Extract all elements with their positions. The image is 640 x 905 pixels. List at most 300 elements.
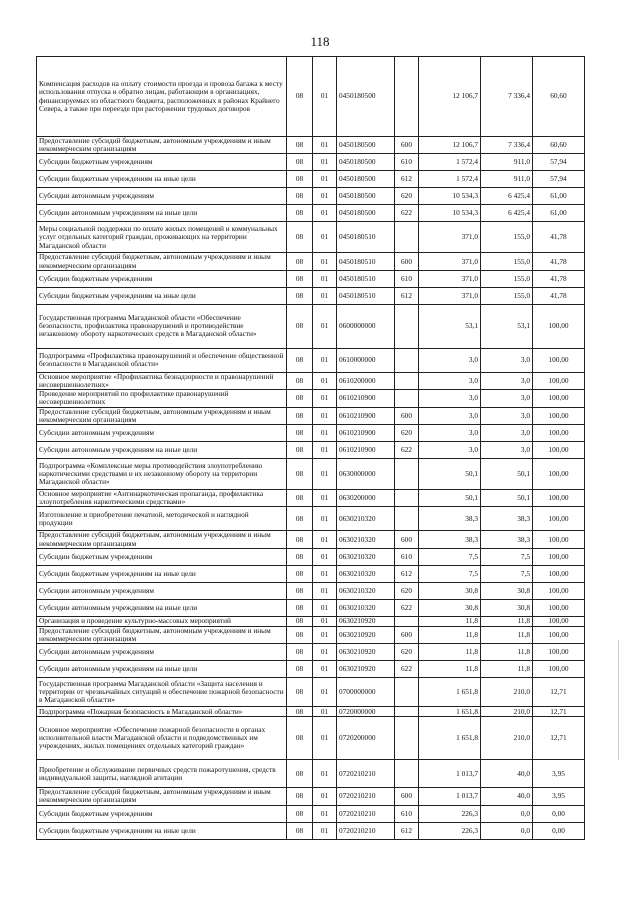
row-percent-executed: 41,78 (533, 270, 585, 287)
row-name: Субсидии бюджетным учреждениям на иные цели (37, 287, 287, 304)
row-subsection: 01 (313, 788, 337, 805)
row-expense-type: 610 (395, 548, 419, 565)
row-section: 08 (287, 171, 313, 188)
row-section: 08 (287, 788, 313, 805)
row-expense-type (395, 390, 419, 407)
table-row (37, 582, 585, 599)
row-section: 08 (287, 425, 313, 442)
row-expense-type (395, 760, 419, 788)
row-target-code: 0610210900 (337, 390, 395, 407)
row-planned-amount: 371,0 (419, 270, 481, 287)
row-planned-amount: 38,3 (419, 507, 481, 531)
table-row (37, 348, 585, 372)
row-section: 08 (287, 57, 313, 137)
table-row (37, 490, 585, 507)
row-target-code: 0720210210 (337, 822, 395, 839)
row-percent-executed: 60,60 (533, 57, 585, 137)
row-percent-executed: 100,00 (533, 407, 585, 424)
row-actual-amount: 30,8 (481, 599, 533, 616)
row-name: Предоставление субсидий бюджетным, автономным учреждениям и иным некоммерческим организациям (37, 407, 287, 424)
row-subsection: 01 (313, 644, 337, 661)
row-section: 08 (287, 582, 313, 599)
row-percent-executed: 41,78 (533, 222, 585, 253)
row-actual-amount: 40,0 (481, 760, 533, 788)
row-target-code: 0630200000 (337, 490, 395, 507)
row-target-code: 0630210920 (337, 661, 395, 678)
row-expense-type (395, 348, 419, 372)
row-percent-executed: 100,00 (533, 507, 585, 531)
row-percent-executed: 12,71 (533, 678, 585, 707)
scan-edge-mark (618, 640, 619, 760)
row-name: Организация и проведение культурно-массовых мероприятий (37, 616, 287, 626)
row-percent-executed: 57,94 (533, 154, 585, 171)
row-subsection: 01 (313, 154, 337, 171)
table-row (37, 760, 585, 788)
row-actual-amount: 11,8 (481, 616, 533, 626)
row-section: 08 (287, 154, 313, 171)
row-section: 08 (287, 459, 313, 490)
row-expense-type: 600 (395, 253, 419, 270)
row-name: Субсидии бюджетным учреждениям (37, 805, 287, 822)
row-percent-executed: 100,00 (533, 531, 585, 548)
row-expense-type (395, 707, 419, 717)
row-target-code: 0720200000 (337, 717, 395, 760)
row-section: 08 (287, 407, 313, 424)
row-planned-amount: 3,0 (419, 442, 481, 459)
row-actual-amount: 30,8 (481, 582, 533, 599)
row-name: Субсидии автономным учреждениям на иные цели (37, 661, 287, 678)
row-subsection: 01 (313, 707, 337, 717)
table-row (37, 616, 585, 626)
row-section: 08 (287, 805, 313, 822)
row-percent-executed: 41,78 (533, 253, 585, 270)
row-planned-amount: 10 534,3 (419, 188, 481, 205)
row-subsection: 01 (313, 304, 337, 348)
row-name: Проведение мероприятий по профилактике правонарушений несовершеннолетних (37, 390, 287, 407)
row-percent-executed: 60,60 (533, 137, 585, 154)
row-name: Субсидии бюджетным учреждениям (37, 548, 287, 565)
row-subsection: 01 (313, 616, 337, 626)
table-row (37, 548, 585, 565)
row-subsection: 01 (313, 425, 337, 442)
row-target-code: 0610210900 (337, 425, 395, 442)
table-row (37, 188, 585, 205)
table-row (37, 459, 585, 490)
row-actual-amount: 7 336,4 (481, 137, 533, 154)
row-name: Субсидии автономным учреждениям (37, 188, 287, 205)
row-actual-amount: 0,0 (481, 805, 533, 822)
row-subsection: 01 (313, 459, 337, 490)
row-subsection: 01 (313, 171, 337, 188)
row-actual-amount: 6 425,4 (481, 205, 533, 222)
row-subsection: 01 (313, 760, 337, 788)
table-row (37, 407, 585, 424)
row-percent-executed: 100,00 (533, 616, 585, 626)
row-expense-type: 612 (395, 171, 419, 188)
row-expense-type: 620 (395, 582, 419, 599)
row-section: 08 (287, 661, 313, 678)
row-percent-executed: 100,00 (533, 548, 585, 565)
row-target-code: 0630210920 (337, 626, 395, 643)
row-name: Основное мероприятие «Обеспечение пожарной безопасности в органах исполнительной власти Магаданской области и подведомственных им учреждениях, жилых помещениях отдельных категорий граждан» (37, 717, 287, 760)
row-name: Компенсация расходов на оплату стоимости проезда и провоза багажа к месту использования отпуска и обратно лицам, работающим в организациях, финансируемых из областного бюджета, расположенных в районах Крайнего Севера, а также при переезде при расторжении трудовых договоров (37, 57, 287, 137)
row-name: Приобретение и обслуживание первичных средств пожаротушения, средств индивидуальной защиты, наглядной агитации (37, 760, 287, 788)
row-name: Подпрограмма «Пожарная безопасность в Магаданской области» (37, 707, 287, 717)
row-subsection: 01 (313, 442, 337, 459)
row-section: 08 (287, 616, 313, 626)
row-target-code: 0630210320 (337, 599, 395, 616)
row-planned-amount: 11,8 (419, 616, 481, 626)
table-row (37, 707, 585, 717)
table-row (37, 678, 585, 707)
row-name: Субсидии автономным учреждениям на иные цели (37, 599, 287, 616)
row-section: 08 (287, 822, 313, 839)
row-section: 08 (287, 137, 313, 154)
table-row (37, 425, 585, 442)
row-percent-executed: 100,00 (533, 348, 585, 372)
row-actual-amount: 3,0 (481, 348, 533, 372)
row-name: Подпрограмма «Комплексные меры противодействия злоупотреблению наркотическими средствами и их незаконному обороту на территории Магаданской области» (37, 459, 287, 490)
row-section: 08 (287, 548, 313, 565)
row-section: 08 (287, 270, 313, 287)
row-percent-executed: 100,00 (533, 442, 585, 459)
row-target-code: 0450180500 (337, 188, 395, 205)
table-row (37, 626, 585, 643)
row-planned-amount: 50,1 (419, 490, 481, 507)
row-actual-amount: 11,8 (481, 626, 533, 643)
budget-table (36, 56, 585, 840)
row-subsection: 01 (313, 137, 337, 154)
table-row (37, 171, 585, 188)
row-section: 08 (287, 507, 313, 531)
row-section: 08 (287, 717, 313, 760)
row-planned-amount: 1 651,8 (419, 717, 481, 760)
row-expense-type: 612 (395, 565, 419, 582)
row-actual-amount: 3,0 (481, 425, 533, 442)
row-percent-executed: 61,00 (533, 205, 585, 222)
row-target-code: 0450180510 (337, 253, 395, 270)
row-planned-amount: 7,5 (419, 548, 481, 565)
row-name: Субсидии автономным учреждениям (37, 425, 287, 442)
row-expense-type: 620 (395, 188, 419, 205)
row-section: 08 (287, 599, 313, 616)
row-subsection: 01 (313, 490, 337, 507)
table-row (37, 442, 585, 459)
row-percent-executed: 57,94 (533, 171, 585, 188)
row-subsection: 01 (313, 582, 337, 599)
table-row (37, 304, 585, 348)
row-percent-executed: 100,00 (533, 644, 585, 661)
row-subsection: 01 (313, 188, 337, 205)
row-subsection: 01 (313, 565, 337, 582)
row-expense-type: 620 (395, 644, 419, 661)
row-planned-amount: 11,8 (419, 626, 481, 643)
row-target-code: 0720210210 (337, 788, 395, 805)
row-actual-amount: 38,3 (481, 507, 533, 531)
row-name: Предоставление субсидий бюджетным, автономным учреждениям и иным некоммерческим организациям (37, 626, 287, 643)
row-section: 08 (287, 304, 313, 348)
row-actual-amount: 155,0 (481, 222, 533, 253)
table-row (37, 599, 585, 616)
row-section: 08 (287, 287, 313, 304)
row-target-code: 0630210920 (337, 616, 395, 626)
row-target-code: 0450180510 (337, 222, 395, 253)
row-percent-executed: 12,71 (533, 717, 585, 760)
row-subsection: 01 (313, 348, 337, 372)
row-subsection: 01 (313, 548, 337, 565)
page-number: 118 (310, 34, 330, 49)
row-target-code: 0630000000 (337, 459, 395, 490)
row-subsection: 01 (313, 822, 337, 839)
row-expense-type (395, 459, 419, 490)
table-row (37, 661, 585, 678)
row-expense-type (395, 678, 419, 707)
row-target-code: 0630210320 (337, 531, 395, 548)
row-actual-amount: 911,0 (481, 171, 533, 188)
row-percent-executed: 100,00 (533, 459, 585, 490)
row-percent-executed: 100,00 (533, 425, 585, 442)
row-name: Субсидии автономным учреждениям (37, 582, 287, 599)
row-section: 08 (287, 626, 313, 643)
row-target-code: 0450180500 (337, 205, 395, 222)
row-target-code: 0450180500 (337, 57, 395, 137)
row-planned-amount: 226,3 (419, 805, 481, 822)
row-target-code: 0720000000 (337, 707, 395, 717)
row-subsection: 01 (313, 599, 337, 616)
row-section: 08 (287, 205, 313, 222)
row-name: Субсидии автономным учреждениям (37, 644, 287, 661)
row-section: 08 (287, 678, 313, 707)
row-actual-amount: 210,0 (481, 707, 533, 717)
row-percent-executed: 100,00 (533, 626, 585, 643)
row-planned-amount: 1 651,8 (419, 678, 481, 707)
row-target-code: 0610210900 (337, 407, 395, 424)
row-name: Предоставление субсидий бюджетным, автономным учреждениям и иным некоммерческим организациям (37, 137, 287, 154)
row-expense-type (395, 304, 419, 348)
row-percent-executed: 100,00 (533, 565, 585, 582)
row-expense-type: 622 (395, 442, 419, 459)
row-percent-executed: 100,00 (533, 390, 585, 407)
table-row (37, 205, 585, 222)
row-subsection: 01 (313, 805, 337, 822)
row-planned-amount: 3,0 (419, 372, 481, 389)
row-actual-amount: 50,1 (481, 490, 533, 507)
row-expense-type (395, 222, 419, 253)
row-name: Изготовление и приобретение печатной, методической и наглядной продукции (37, 507, 287, 531)
table-row (37, 253, 585, 270)
row-expense-type (395, 490, 419, 507)
row-expense-type: 610 (395, 805, 419, 822)
row-expense-type: 600 (395, 407, 419, 424)
row-name: Подпрограмма «Профилактика правонарушений и обеспечение общественной безопасности в Магаданской области» (37, 348, 287, 372)
row-section: 08 (287, 372, 313, 389)
row-section: 08 (287, 348, 313, 372)
row-expense-type: 600 (395, 626, 419, 643)
row-subsection: 01 (313, 57, 337, 137)
row-subsection: 01 (313, 253, 337, 270)
row-section: 08 (287, 531, 313, 548)
row-expense-type: 610 (395, 270, 419, 287)
row-expense-type (395, 507, 419, 531)
row-name: Государственная программа Магаданской области «Обеспечение безопасности, профилактика правонарушений и противодействие незаконному обороту наркотических средств в Магаданской области» (37, 304, 287, 348)
row-planned-amount: 50,1 (419, 459, 481, 490)
row-name: Субсидии бюджетным учреждениям на иные цели (37, 171, 287, 188)
row-section: 08 (287, 442, 313, 459)
table-row (37, 137, 585, 154)
row-percent-executed: 100,00 (533, 304, 585, 348)
row-percent-executed: 100,00 (533, 490, 585, 507)
row-subsection: 01 (313, 661, 337, 678)
row-expense-type (395, 717, 419, 760)
row-name: Субсидии бюджетным учреждениям на иные цели (37, 565, 287, 582)
row-planned-amount: 3,0 (419, 407, 481, 424)
row-target-code: 0630210320 (337, 565, 395, 582)
row-planned-amount: 38,3 (419, 531, 481, 548)
row-percent-executed: 3,95 (533, 760, 585, 788)
row-planned-amount: 3,0 (419, 390, 481, 407)
table-row (37, 372, 585, 389)
row-name: Субсидии бюджетным учреждениям (37, 154, 287, 171)
row-percent-executed: 61,00 (533, 188, 585, 205)
row-actual-amount: 40,0 (481, 788, 533, 805)
row-name: Субсидии автономным учреждениям на иные цели (37, 205, 287, 222)
row-name: Субсидии автономным учреждениям на иные цели (37, 442, 287, 459)
row-target-code: 0450180510 (337, 270, 395, 287)
row-name: Субсидии бюджетным учреждениям на иные цели (37, 822, 287, 839)
row-section: 08 (287, 390, 313, 407)
row-actual-amount: 3,0 (481, 442, 533, 459)
row-planned-amount: 1 572,4 (419, 171, 481, 188)
table-row (37, 270, 585, 287)
row-target-code: 0450180500 (337, 171, 395, 188)
table-row (37, 531, 585, 548)
row-target-code: 0630210320 (337, 548, 395, 565)
row-subsection: 01 (313, 222, 337, 253)
row-subsection: 01 (313, 270, 337, 287)
row-actual-amount: 3,0 (481, 372, 533, 389)
row-percent-executed: 0,00 (533, 805, 585, 822)
row-actual-amount: 11,8 (481, 644, 533, 661)
row-percent-executed: 100,00 (533, 661, 585, 678)
row-section: 08 (287, 707, 313, 717)
row-actual-amount: 155,0 (481, 253, 533, 270)
table-row (37, 805, 585, 822)
row-expense-type: 600 (395, 137, 419, 154)
row-actual-amount: 6 425,4 (481, 188, 533, 205)
row-expense-type: 612 (395, 822, 419, 839)
row-expense-type: 600 (395, 788, 419, 805)
row-name: Основное мероприятие «Антинаркотическая пропаганда, профилактика злоупотребления наркотическими средствами» (37, 490, 287, 507)
row-target-code: 0600000000 (337, 304, 395, 348)
row-name: Меры социальной поддержки по оплате жилых помещений и коммунальных услуг отдельных категорий граждан, проживающих на территории Магаданской области (37, 222, 287, 253)
row-expense-type (395, 57, 419, 137)
row-planned-amount: 1 651,8 (419, 707, 481, 717)
row-actual-amount: 7,5 (481, 548, 533, 565)
row-expense-type: 622 (395, 205, 419, 222)
table-row (37, 565, 585, 582)
row-target-code: 0610200000 (337, 372, 395, 389)
row-planned-amount: 7,5 (419, 565, 481, 582)
row-subsection: 01 (313, 678, 337, 707)
row-name: Предоставление субсидий бюджетным, автономным учреждениям и иным некоммерческим организациям (37, 531, 287, 548)
row-target-code: 0720210210 (337, 760, 395, 788)
row-actual-amount: 3,0 (481, 390, 533, 407)
row-planned-amount: 1 013,7 (419, 788, 481, 805)
row-section: 08 (287, 490, 313, 507)
row-percent-executed: 3,95 (533, 788, 585, 805)
row-target-code: 0630210320 (337, 507, 395, 531)
row-planned-amount: 11,8 (419, 661, 481, 678)
row-planned-amount: 12 106,7 (419, 137, 481, 154)
row-actual-amount: 210,0 (481, 678, 533, 707)
row-target-code: 0720210210 (337, 805, 395, 822)
row-target-code: 0450180510 (337, 287, 395, 304)
row-name: Предоставление субсидий бюджетным, автономным учреждениям и иным некоммерческим организациям (37, 788, 287, 805)
row-name: Предоставление субсидий бюджетным, автономным учреждениям и иным некоммерческим организациям (37, 253, 287, 270)
row-planned-amount: 1 013,7 (419, 760, 481, 788)
row-actual-amount: 50,1 (481, 459, 533, 490)
table-row (37, 222, 585, 253)
row-target-code: 0450180500 (337, 137, 395, 154)
row-actual-amount: 53,1 (481, 304, 533, 348)
row-actual-amount: 7,5 (481, 565, 533, 582)
row-expense-type: 622 (395, 661, 419, 678)
row-percent-executed: 100,00 (533, 582, 585, 599)
row-section: 08 (287, 253, 313, 270)
row-expense-type: 622 (395, 599, 419, 616)
row-actual-amount: 210,0 (481, 717, 533, 760)
row-name: Основное мероприятие «Профилактика безнадзорности и правонарушений несовершеннолетних» (37, 372, 287, 389)
row-percent-executed: 0,00 (533, 822, 585, 839)
table-row (37, 507, 585, 531)
row-expense-type: 620 (395, 425, 419, 442)
row-subsection: 01 (313, 717, 337, 760)
row-percent-executed: 100,00 (533, 599, 585, 616)
row-subsection: 01 (313, 372, 337, 389)
row-planned-amount: 11,8 (419, 644, 481, 661)
row-subsection: 01 (313, 507, 337, 531)
row-section: 08 (287, 565, 313, 582)
row-target-code: 0630210920 (337, 644, 395, 661)
row-section: 08 (287, 188, 313, 205)
row-planned-amount: 3,0 (419, 425, 481, 442)
table-row (37, 287, 585, 304)
row-percent-executed: 12,71 (533, 707, 585, 717)
row-subsection: 01 (313, 626, 337, 643)
row-expense-type: 612 (395, 287, 419, 304)
row-actual-amount: 911,0 (481, 154, 533, 171)
row-percent-executed: 100,00 (533, 372, 585, 389)
row-subsection: 01 (313, 407, 337, 424)
row-planned-amount: 12 106,7 (419, 57, 481, 137)
row-section: 08 (287, 222, 313, 253)
row-actual-amount: 155,0 (481, 270, 533, 287)
row-planned-amount: 30,8 (419, 582, 481, 599)
row-planned-amount: 3,0 (419, 348, 481, 372)
row-target-code: 0610210900 (337, 442, 395, 459)
table-row (37, 154, 585, 171)
row-name: Государственная программа Магаданской области «Защита населения и территории от чрезвычайных ситуаций и обеспечение пожарной безопасности в Магаданской области» (37, 678, 287, 707)
row-target-code: 0610000000 (337, 348, 395, 372)
row-target-code: 0700000000 (337, 678, 395, 707)
row-target-code: 0630210320 (337, 582, 395, 599)
table-row (37, 717, 585, 760)
row-actual-amount: 7 336,4 (481, 57, 533, 137)
row-actual-amount: 11,8 (481, 661, 533, 678)
row-expense-type (395, 372, 419, 389)
row-section: 08 (287, 644, 313, 661)
row-actual-amount: 38,3 (481, 531, 533, 548)
